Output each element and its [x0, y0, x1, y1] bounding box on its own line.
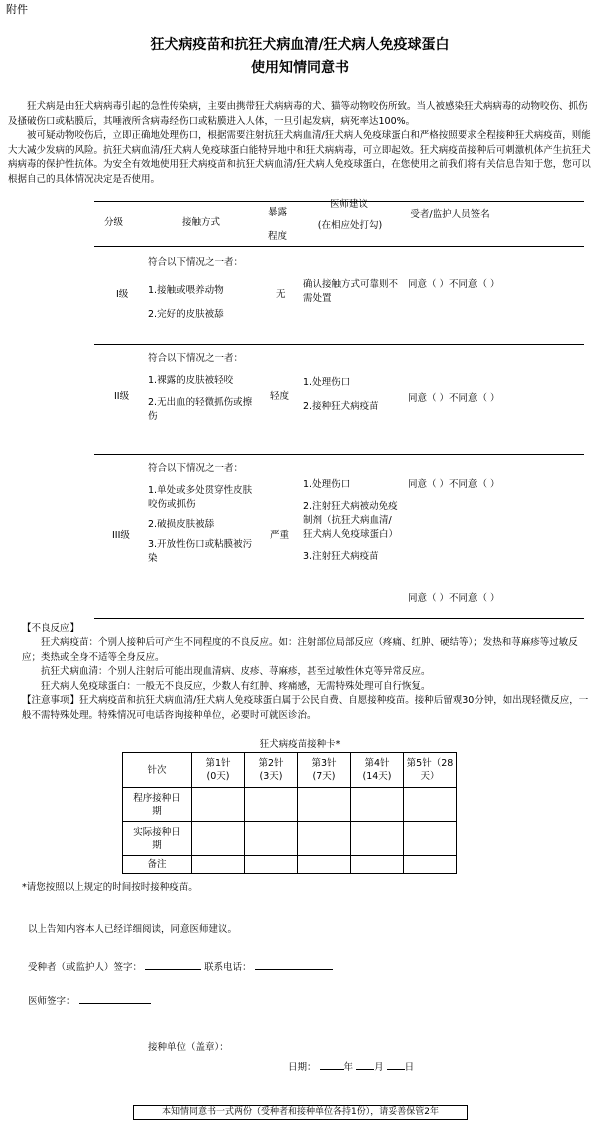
- card-cell[interactable]: [192, 788, 245, 822]
- card-cell[interactable]: [298, 822, 351, 856]
- adverse-globulin: 狂犬病人免疫球蛋白：一般无不良反应，少数人有红肿、疼痛感，无需特殊处理可自行恢复。: [41, 680, 431, 692]
- row-1-contact-line: 2.完好的皮肤被舔: [148, 309, 224, 320]
- date-year-field[interactable]: [320, 1058, 344, 1070]
- intro-paragraph-1: 狂犬病是由狂犬病病毒引起的急性传染病，主要由携带狂犬病病毒的犬、猫等动物咬伤所致。当人被感染狂犬病病毒的动物咬伤、抓伤及搔破伤口或粘膜后，其唾液所含病毒经伤口或粘膜进入人体，一旦引起发病，病死率达100%。: [8, 101, 588, 127]
- card-col-label: 第2针: [258, 758, 284, 769]
- row-2-contact: [148, 352, 258, 424]
- attachment-label: 附件: [6, 3, 28, 16]
- header-sign: 受者/监护人员签名: [410, 209, 490, 220]
- row-1-contact-line: 1.接触或喂养动物: [148, 285, 224, 296]
- row-3-consent-1: 同意（ ）不同意（ ）: [408, 479, 500, 490]
- row-3-contact-line: 符合以下情况之一者：: [148, 463, 244, 474]
- card-col-1: [192, 753, 245, 788]
- unit-sign-label: 接种单位（盖章）：: [148, 1042, 229, 1053]
- card-col-label: 第3针: [311, 758, 337, 769]
- card-cell[interactable]: [351, 856, 404, 874]
- card-cell[interactable]: [298, 856, 351, 874]
- date-row: [288, 1058, 414, 1075]
- recipient-sign-field[interactable]: [145, 958, 201, 970]
- confirm-text: 以上告知内容本人已经详细阅读，同意医师建议。: [28, 924, 238, 935]
- row-3-exposure: 严重: [270, 530, 290, 541]
- row-3-contact-line: 1.单处或多处贯穿性皮肤咬伤或抓伤: [148, 485, 253, 510]
- header-advice: 医师建议: [330, 199, 369, 210]
- card-row-label: 实际接种日: [133, 826, 181, 838]
- card-col-4: [351, 753, 404, 788]
- header-contact: 接触方式: [182, 217, 221, 228]
- card-row-label: 期: [152, 805, 162, 817]
- row-1-exposure: 无: [276, 289, 286, 300]
- row-3-contact-line: 2.破损皮肤被舔: [148, 519, 215, 530]
- row-2-consent: 同意（ ）不同意（ ）: [408, 393, 500, 404]
- date-month-field[interactable]: [356, 1058, 374, 1070]
- card-cell[interactable]: [245, 788, 298, 822]
- row-3-contact: [148, 462, 260, 566]
- date-label: 日期：: [288, 1062, 317, 1073]
- row-1-contact-line: 符合以下情况之一者：: [148, 257, 244, 268]
- doctor-sign-field[interactable]: [79, 992, 151, 1004]
- row-1-advice: 确认接触方式可靠则不需处置: [303, 279, 399, 304]
- card-col-label: 第4针: [364, 758, 390, 769]
- card-cell[interactable]: [404, 788, 457, 822]
- card-row-label: 程序接种日: [133, 792, 181, 804]
- card-cell[interactable]: [351, 822, 404, 856]
- page-title: 狂犬病疫苗和抗狂犬病血清/狂犬病人免疫球蛋白: [150, 37, 450, 53]
- row-2-contact-line: 2.无出血的轻微抓伤或擦伤: [148, 397, 253, 422]
- card-col-day: (3天): [259, 771, 283, 782]
- signature-recipient-row: [28, 958, 333, 975]
- signature-doctor-row: [28, 992, 151, 1009]
- card-cell[interactable]: [245, 856, 298, 874]
- adverse-vaccine: 狂犬病疫苗：个别人接种后可产生不同程度的不良反应。如：注射部位局部反应（疼痛、红肿、硬结等）；发热和荨麻疹等过敏反应；类热或全身不适等全身反应。: [22, 637, 578, 663]
- phone-label: 联系电话：: [204, 962, 252, 973]
- row-2-advice-line: 1.处理伤口: [303, 377, 351, 388]
- header-exposure: 暴露: [268, 207, 288, 218]
- card-row-actual: [123, 822, 192, 856]
- adverse-title: 【不良反应】: [22, 623, 80, 634]
- vaccination-card: [122, 752, 457, 874]
- card-col-3: [298, 753, 351, 788]
- header-advice-note: (在相应处打勾): [317, 220, 383, 231]
- card-col-label: 第5针（28: [406, 758, 454, 769]
- doctor-sign-label: 医师签字：: [28, 996, 76, 1007]
- intro-paragraph-2: 被可疑动物咬伤后，立即正确地处理伤口，根据需要注射抗狂犬病血清/狂犬病人免疫球蛋白和严格按照要求全程接种狂犬病疫苗，则能大大减少发病的风险。抗狂犬病血清/狂犬病人免疫球蛋白能特异地中和狂犬病病毒，可立即起效。狂犬病疫苗接种后可刺激机体产生抗狂犬病病毒的保护性抗体。为安全有效地使用狂犬病疫苗和抗狂犬病血清/狂犬病人免疫球蛋白，在您使用之前我们将有关信息告知于您，您可以根据自己的具体情况决定是否使用。: [8, 130, 591, 185]
- row-3-advice: [303, 478, 398, 564]
- adverse-section: [22, 621, 594, 724]
- card-cell[interactable]: [298, 788, 351, 822]
- row-3-contact-line: 3.开放性伤口或粘膜被污染: [148, 539, 253, 564]
- page-subtitle: 使用知情同意书: [251, 60, 349, 76]
- row-3-advice-line: 1.处理伤口: [303, 479, 351, 490]
- row-3-grade: III级: [112, 530, 130, 541]
- row-3-advice-line: 3.注射狂犬病疫苗: [303, 551, 379, 562]
- intro-section: [8, 100, 592, 188]
- card-col-day: 天）: [420, 771, 440, 782]
- phone-field[interactable]: [255, 958, 333, 970]
- card-col-5: [404, 753, 457, 788]
- row-3-consent-2: 同意（ ）不同意（ ）: [408, 593, 500, 604]
- card-col-day: (14天): [362, 771, 392, 782]
- card-cell[interactable]: [404, 856, 457, 874]
- card-col-day: (7天): [312, 771, 336, 782]
- card-cell[interactable]: [404, 822, 457, 856]
- date-month-label: 月: [374, 1062, 384, 1073]
- row-1-consent: 同意（ ）不同意（ ）: [408, 279, 500, 290]
- row-2-advice-line: 2.接种狂犬病疫苗: [303, 401, 379, 412]
- card-row-remarks: 备注: [123, 856, 192, 874]
- row-1-grade: I级: [116, 289, 129, 300]
- row-2-exposure: 轻度: [270, 391, 290, 402]
- notice: 【注意事项】狂犬病疫苗和抗狂犬病血清/狂犬病人免疫球蛋白属于公民自费、自愿接种疫苗。接种后留观30分钟，如出现轻微反应，一般不需特殊处理。特殊情况可电话咨询接种单位，必要时可就医诊治。: [22, 695, 589, 721]
- card-col-2: [245, 753, 298, 788]
- footer-note: 本知情同意书一式两份（受种者和接种单位各持1份），请妥善保管2年: [133, 1105, 468, 1120]
- card-col-day: (0天): [206, 771, 230, 782]
- card-row-label: 期: [152, 839, 162, 851]
- date-day-label: 日: [404, 1062, 415, 1073]
- row-1-contact: [148, 256, 260, 322]
- card-cell[interactable]: [351, 788, 404, 822]
- card-cell[interactable]: [192, 856, 245, 874]
- card-cell[interactable]: [192, 822, 245, 856]
- header-grade: 分级: [104, 217, 124, 228]
- date-day-field[interactable]: [387, 1058, 405, 1070]
- row-2-contact-line: 1.裸露的皮肤被轻咬: [148, 375, 234, 386]
- card-header-dose: 针次: [123, 753, 192, 788]
- date-year-label: 年: [343, 1062, 354, 1073]
- row-2-advice: [303, 376, 398, 414]
- card-cell[interactable]: [245, 822, 298, 856]
- card-title: 狂犬病疫苗接种卡*: [259, 739, 341, 750]
- card-row-scheduled: [123, 788, 192, 822]
- row-2-grade: II级: [114, 391, 130, 402]
- header-exposure-degree: 程度: [268, 231, 288, 242]
- recipient-sign-label: 受种者（或监护人）签字：: [28, 962, 143, 973]
- row-3-advice-line: 2.注射狂犬病被动免疫制剂（抗狂犬病血清/狂犬病人免疫球蛋白）: [303, 501, 399, 540]
- row-2-contact-line: 符合以下情况之一者：: [148, 353, 244, 364]
- adverse-serum: 抗狂犬病血清：个别人注射后可能出现血清病、皮疹、荨麻疹，甚至过敏性休克等异常反应。: [41, 666, 431, 678]
- card-note: *请您按照以上规定的时间按时接种疫苗。: [22, 882, 198, 893]
- card-col-label: 第1针: [205, 758, 231, 769]
